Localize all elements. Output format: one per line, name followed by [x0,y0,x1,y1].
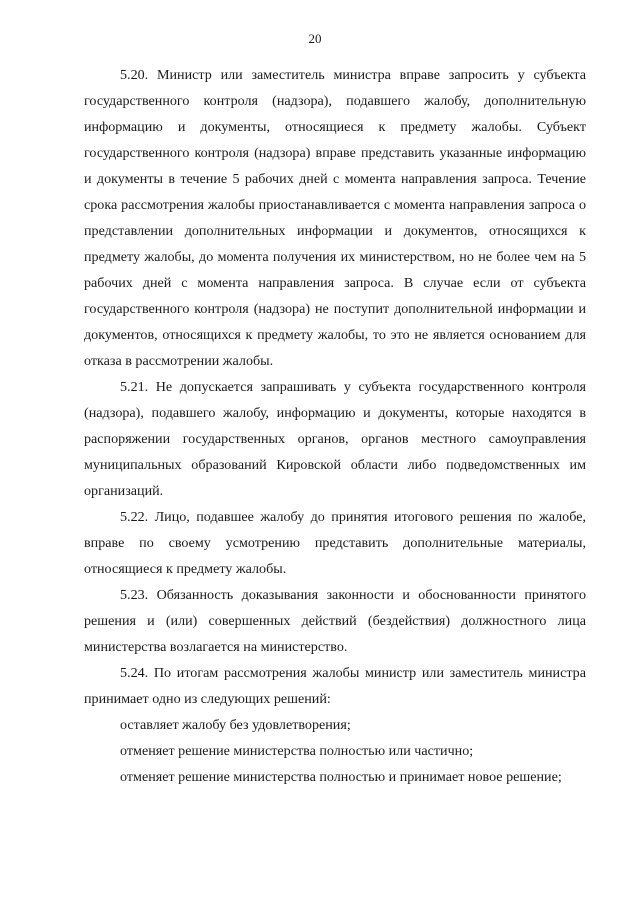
paragraph-5-21: 5.21. Не допускается запрашивать у субъекта государственного контроля (надзора), подавшего жалобу, информацию и документы, которые находятся в распоряжении государственных органов, органов местного самоуправления муниципальных образований Кировской области либо подведомственных им организаций. [84,379,586,499]
document-body [84,62,586,790]
decision-list-item: отменяет решение министерства полностью и принимает новое решение; [120,769,562,785]
page-number: 20 [308,31,322,46]
paragraph-5-23: 5.23. Обязанность доказывания законности и обоснованности принятого решения и (или) совершенных действий (бездействия) должностного лица министерства возлагается на министерство. [84,587,586,655]
paragraph-5-24: 5.24. По итогам рассмотрения жалобы министр или заместитель министра принимает одно из следующих решений: [84,665,586,707]
paragraph-5-22: 5.22. Лицо, подавшее жалобу до принятия итогового решения по жалобе, вправе по своему усмотрению представить дополнительные материалы, относящиеся к предмету жалобы. [84,509,586,577]
decision-list-item: отменяет решение министерства полностью или частично; [120,743,474,759]
decision-list-item: оставляет жалобу без удовлетворения; [120,717,351,733]
paragraph-5-20: 5.20. Министр или заместитель министра вправе запросить у субъекта государственного контроля (надзора), подавшего жалобу, дополнительную информацию и документы, относящиеся к предмету жалобы. Субъект государственного контроля (надзора) вправе представить указанные информацию и документы в течение 5 рабочих дней с момента направления запроса. Течение срока рассмотрения жалобы приостанавливается с момента направления запроса о представлении дополнительных информации и документов, относящихся к предмету жалобы, до момента получения их министерством, но не более чем на 5 рабочих дней с момента направления запроса. В случае если от субъекта государственного контроля (надзора) не поступит дополнительной информации и документов, относящихся к предмету жалобы, то это не является основанием для отказа в рассмотрении жалобы. [84,67,586,369]
